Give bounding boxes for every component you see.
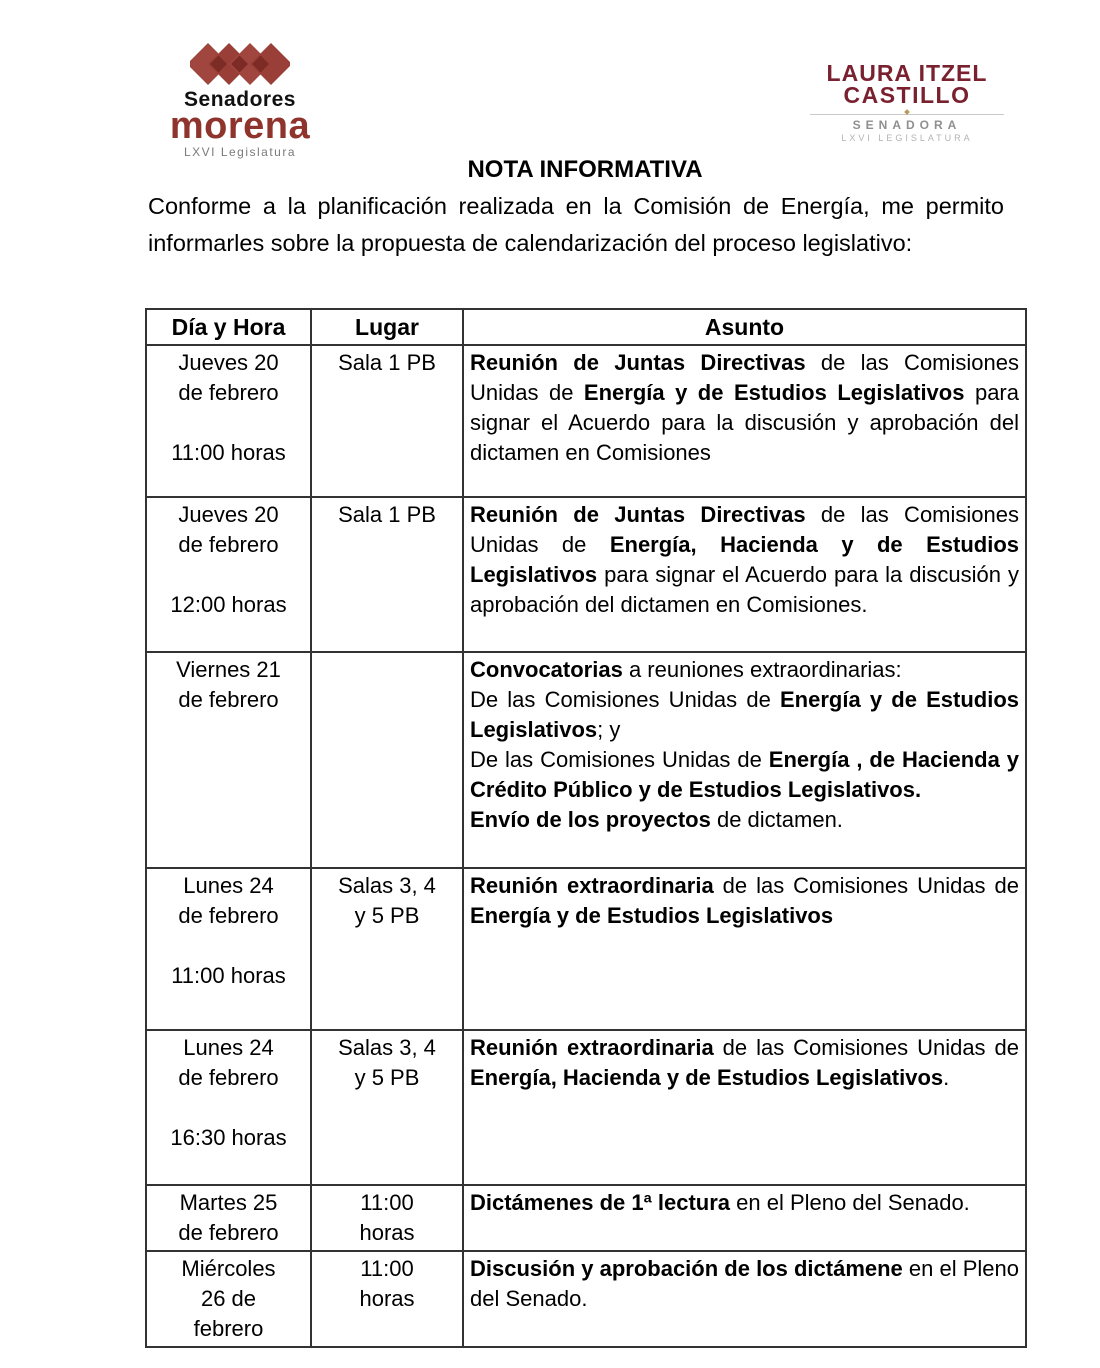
date-line: Lunes 24 — [183, 1035, 274, 1060]
page-title: NOTA INFORMATIVA — [467, 156, 703, 183]
morena-logo-legislatura-text: LXVI Legislatura — [183, 145, 297, 159]
table-row — [146, 497, 1026, 652]
lugar-line: Sala 1 PB — [338, 350, 436, 375]
table-row — [146, 345, 1026, 497]
asunto-paragraph: De las Comisiones Unidas de Energía , de Hacienda y Crédito Público y de Estudios Legislativos. — [470, 747, 1019, 802]
date-line: Martes 25 — [179, 1190, 278, 1215]
asunto-paragraph: Reunión de Juntas Directivas de las Comisiones Unidas de Energía, Hacienda y de Estudios Legislativos para signar el Acuerdo para la discusión y aprobación del dictamen en Comisiones. — [470, 502, 1019, 617]
schedule-table-wrapper — [145, 308, 1027, 1348]
table-row — [146, 868, 1026, 1030]
schedule-table-body — [146, 345, 1026, 1347]
column-header-asunto: Asunto — [463, 309, 1026, 345]
date-cell — [146, 497, 311, 652]
lugar-line: horas — [359, 1220, 415, 1245]
table-row — [146, 1251, 1026, 1347]
date-line: de febrero — [178, 532, 279, 557]
lugar-cell — [311, 652, 463, 868]
date-cell — [146, 652, 311, 868]
date-line — [153, 560, 304, 590]
date-line: 11:00 horas — [171, 963, 286, 988]
asunto-cell — [463, 497, 1026, 652]
date-line: de febrero — [178, 1065, 279, 1090]
asunto-cell — [463, 652, 1026, 868]
date-line: 16:30 horas — [170, 1125, 287, 1150]
date-line: Lunes 24 — [183, 873, 274, 898]
asunto-cell — [463, 345, 1026, 497]
lugar-cell — [311, 1185, 463, 1251]
table-row — [146, 1030, 1026, 1185]
castillo-logo-divider — [810, 109, 1004, 115]
morena-diamonds-icon — [190, 40, 290, 88]
asunto-paragraph: Convocatorias a reuniones extraordinarias: — [470, 657, 902, 682]
asunto-cell — [463, 868, 1026, 1030]
castillo-logo-name-line2: CASTILLO — [843, 82, 971, 108]
lugar-line: Salas 3, 4 — [338, 873, 436, 898]
date-cell — [146, 1251, 311, 1347]
date-line: Viernes 21 — [176, 657, 281, 682]
asunto-paragraph: Envío de los proyectos de dictamen. — [470, 807, 843, 832]
date-line: de febrero — [178, 380, 279, 405]
asunto-paragraph: Reunión extraordinaria de las Comisiones Unidas de Energía y de Estudios Legislativos — [470, 873, 1019, 928]
castillo-logo-dot-icon — [904, 109, 910, 115]
date-cell — [146, 1030, 311, 1185]
date-line — [153, 931, 304, 961]
date-line: de febrero — [178, 903, 279, 928]
intro-paragraph: Conforme a la planificación realizada en la Comisión de Energía, me permito informarles sobre la propuesta de calendarización del proceso legislativo: — [148, 193, 1004, 256]
header — [0, 0, 1100, 165]
lugar-line: 11:00 — [360, 1190, 414, 1215]
asunto-cell — [463, 1030, 1026, 1185]
date-cell — [146, 1185, 311, 1251]
morena-logo-senadores-text: Senadores — [184, 88, 296, 111]
date-line — [153, 1093, 304, 1123]
lugar-cell — [311, 868, 463, 1030]
column-header-lugar: Lugar — [311, 309, 463, 345]
asunto-cell — [463, 1251, 1026, 1347]
lugar-line: Salas 3, 4 — [338, 1035, 436, 1060]
date-line: Jueves 20 — [178, 350, 279, 375]
lugar-cell — [311, 497, 463, 652]
table-row — [146, 652, 1026, 868]
column-header-dia-y-hora: Día y Hora — [146, 309, 311, 345]
lugar-line: Sala 1 PB — [338, 502, 436, 527]
lugar-line: horas — [359, 1286, 415, 1311]
date-line: 26 de — [200, 1286, 257, 1311]
morena-logo — [160, 40, 320, 159]
date-cell — [146, 868, 311, 1030]
lugar-cell — [311, 1251, 463, 1347]
asunto-paragraph: Reunión extraordinaria de las Comisiones Unidas de Energía, Hacienda y de Estudios Legislativos. — [470, 1035, 1019, 1090]
date-line: 11:00 horas — [171, 440, 286, 465]
castillo-logo-legislatura-text: LXVI LEGISLATURA — [841, 133, 973, 143]
lugar-cell — [311, 345, 463, 497]
lugar-line: 11:00 — [360, 1256, 414, 1281]
table-header-row — [146, 309, 1026, 345]
castillo-logo — [802, 62, 1012, 143]
asunto-paragraph: Discusión y aprobación de los dictámene en el Pleno del Senado. — [470, 1256, 1020, 1311]
date-line: de febrero — [178, 1220, 279, 1245]
date-line: Jueves 20 — [178, 502, 279, 527]
lugar-cell — [311, 1030, 463, 1185]
lugar-line: y 5 PB — [354, 1065, 420, 1090]
date-line: febrero — [193, 1316, 264, 1341]
asunto-cell — [463, 1185, 1026, 1251]
schedule-table — [145, 308, 1027, 1348]
date-line — [153, 408, 304, 438]
asunto-paragraph: De las Comisiones Unidas de Energía y de Estudios Legislativos; y — [470, 687, 1019, 742]
asunto-paragraph: Dictámenes de 1ª lectura en el Pleno del Senado. — [470, 1190, 970, 1215]
date-line: Miércoles — [181, 1256, 276, 1281]
table-row — [146, 1185, 1026, 1251]
morena-logo-wordmark: morena — [169, 105, 311, 147]
date-line: de febrero — [178, 687, 279, 712]
castillo-logo-name-line1: LAURA ITZEL — [826, 60, 988, 86]
date-cell — [146, 345, 311, 497]
asunto-paragraph: Reunión de Juntas Directivas de las Comisiones Unidas de Energía y de Estudios Legislativos para signar el Acuerdo para la discusión y aprobación del dictamen en Comisiones — [470, 350, 1019, 465]
date-line: 12:00 horas — [170, 592, 287, 617]
lugar-line: y 5 PB — [354, 903, 420, 928]
castillo-logo-senadora-text: SENADORA — [852, 118, 962, 132]
